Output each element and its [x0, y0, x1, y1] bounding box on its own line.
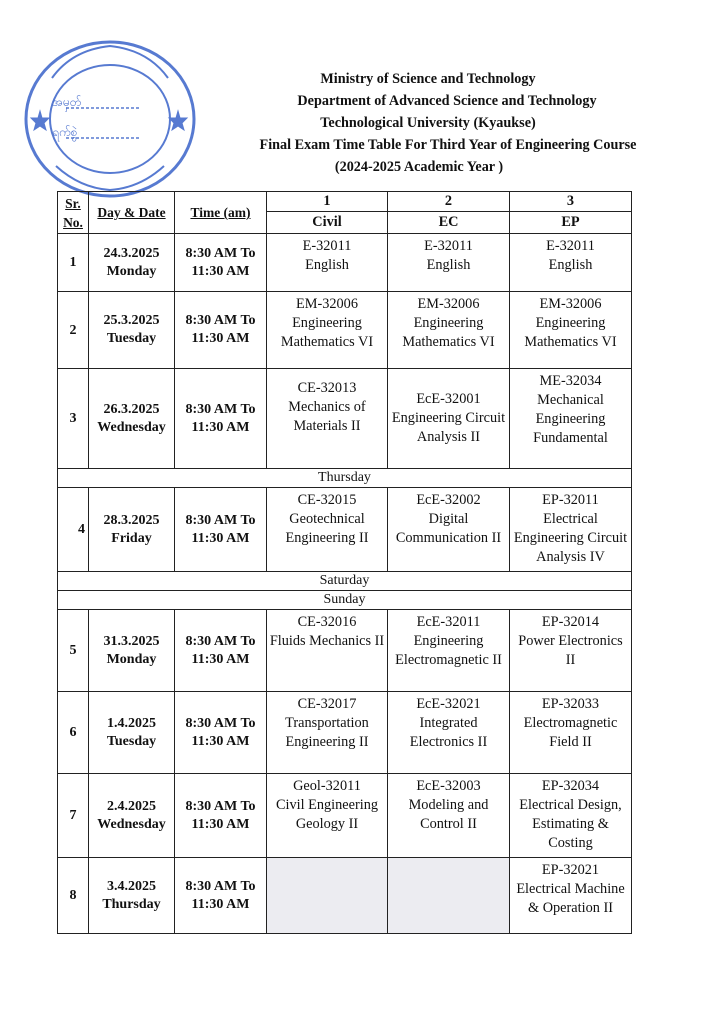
header-row-numbers	[58, 192, 632, 212]
ec-course: EcE-32001 Engineering Circuit Analysis II	[388, 369, 510, 469]
ep-course: EM-32006 Engineering Mathematics VI	[510, 292, 632, 369]
civil-course: CE-32017 Transportation Engineering II	[267, 692, 388, 774]
table-row	[58, 292, 632, 369]
exam-time: 8:30 AM To 11:30 AM	[175, 369, 267, 469]
academic-year: (2024-2025 Academic Year )	[334, 159, 504, 175]
document-header	[150, 68, 680, 178]
exam-time: 8:30 AM To 11:30 AM	[175, 234, 267, 292]
ep-course: EP-32014 Power Electronics II	[510, 610, 632, 692]
header-col1-number: 1	[267, 192, 388, 212]
holiday-label: Sunday	[58, 591, 632, 610]
ep-course: EP-32011 Electrical Engineering Circuit Analysis IV	[510, 488, 632, 572]
exam-time: 8:30 AM To 11:30 AM	[175, 292, 267, 369]
ep-course: ME-32034 Mechanical Engineering Fundamental	[510, 369, 632, 469]
ec-course-empty	[388, 858, 510, 934]
row-number: 1	[58, 234, 89, 292]
row-number: 4	[58, 488, 89, 572]
civil-course: Geol-32011 Civil Engineering Geology II	[267, 774, 388, 858]
holiday-separator-row	[58, 591, 632, 610]
civil-course: CE-32016 Fluids Mechanics II	[267, 610, 388, 692]
ministry-title: Ministry of Science and Technology	[320, 71, 536, 87]
table-row	[58, 858, 632, 934]
exam-date: 2.4.2025 Wednesday	[89, 774, 175, 858]
holiday-label: Thursday	[58, 469, 632, 488]
exam-date: 28.3.2025 Friday	[89, 488, 175, 572]
row-number: 3	[58, 369, 89, 469]
exam-date: 26.3.2025 Wednesday	[89, 369, 175, 469]
header-day-date: Day & Date	[89, 192, 175, 234]
civil-course: E-32011 English	[267, 234, 388, 292]
civil-course: EM-32006 Engineering Mathematics VI	[267, 292, 388, 369]
ep-course: EP-32033 Electromagnetic Field II	[510, 692, 632, 774]
ep-course: EP-32034 Electrical Design, Estimating & Costing	[510, 774, 632, 858]
row-number: 6	[58, 692, 89, 774]
ec-course: EcE-32011 Engineering Electromagnetic II	[388, 610, 510, 692]
civil-course-empty	[267, 858, 388, 934]
exam-time: 8:30 AM To 11:30 AM	[175, 488, 267, 572]
ec-course: EcE-32003 Modeling and Control II	[388, 774, 510, 858]
ep-course: EP-32021 Electrical Machine & Operation II	[510, 858, 632, 934]
header-civil: Civil	[267, 212, 388, 234]
header-col2-number: 2	[388, 192, 510, 212]
civil-course: CE-32013 Mechanics of Materials II	[267, 369, 388, 469]
department-title: Department of Advanced Science and Technology	[297, 93, 597, 109]
ep-course: E-32011 English	[510, 234, 632, 292]
row-number: 2	[58, 292, 89, 369]
exam-time: 8:30 AM To 11:30 AM	[175, 692, 267, 774]
civil-course: CE-32015 Geotechnical Engineering II	[267, 488, 388, 572]
table-row	[58, 488, 632, 572]
timetable-title: Final Exam Time Table For Third Year of Engineering Course	[259, 137, 637, 153]
table-row	[58, 610, 632, 692]
header-sr-no: Sr. No.	[58, 192, 89, 234]
university-title: Technological University (Kyaukse)	[320, 115, 536, 131]
ec-course: E-32011 English	[388, 234, 510, 292]
exam-date: 31.3.2025 Monday	[89, 610, 175, 692]
stamp-field-2: ရက်စွဲ	[52, 125, 78, 139]
ec-course: EcE-32002 Digital Communication II	[388, 488, 510, 572]
row-number: 8	[58, 858, 89, 934]
table-row	[58, 234, 632, 292]
header-ep: EP	[510, 212, 632, 234]
exam-date: 24.3.2025 Monday	[89, 234, 175, 292]
holiday-label: Saturday	[58, 572, 632, 591]
table-row	[58, 369, 632, 469]
row-number: 7	[58, 774, 89, 858]
table-row	[58, 774, 632, 858]
exam-date: 25.3.2025 Tuesday	[89, 292, 175, 369]
exam-time: 8:30 AM To 11:30 AM	[175, 610, 267, 692]
stamp-field-1: အမှတ်	[52, 95, 82, 109]
header-col3-number: 3	[510, 192, 632, 212]
exam-timetable	[57, 191, 632, 934]
exam-date: 1.4.2025 Tuesday	[89, 692, 175, 774]
exam-time: 8:30 AM To 11:30 AM	[175, 858, 267, 934]
holiday-separator-row	[58, 469, 632, 488]
row-number: 5	[58, 610, 89, 692]
header-time: Time (am)	[175, 192, 267, 234]
exam-date: 3.4.2025 Thursday	[89, 858, 175, 934]
exam-time: 8:30 AM To 11:30 AM	[175, 774, 267, 858]
ec-course: EM-32006 Engineering Mathematics VI	[388, 292, 510, 369]
ec-course: EcE-32021 Integrated Electronics II	[388, 692, 510, 774]
table-row	[58, 692, 632, 774]
holiday-separator-row	[58, 572, 632, 591]
header-ec: EC	[388, 212, 510, 234]
